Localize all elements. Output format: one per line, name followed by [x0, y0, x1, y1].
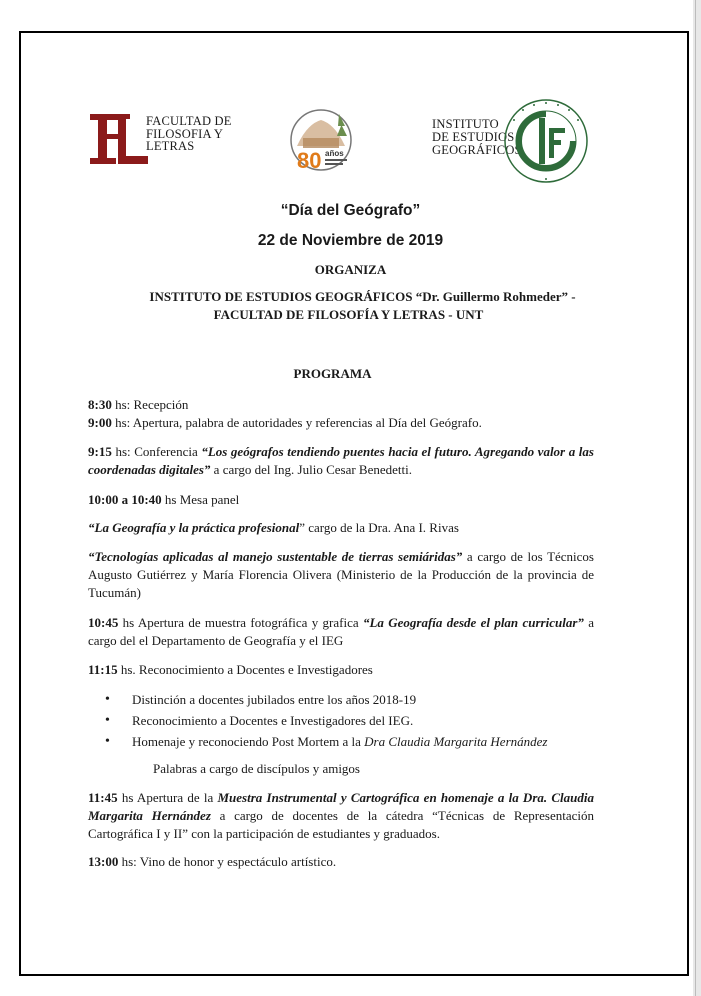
item-text: Palabras a cargo de discípulos y amigos: [153, 761, 360, 776]
exhibit-title: Muestra Instrumental y Cartográfica en homenaje a la Dra. Claudia Margarita Hernández: [88, 790, 594, 823]
list-item-text: Reconocimiento a Docentes e Investigadores del IEG.: [132, 713, 414, 728]
ffyl-name-line: LETRAS: [146, 139, 195, 153]
event-title: “Día del Geógrafo”: [280, 202, 421, 219]
item-text: hs: Conferencia: [111, 444, 202, 459]
list-item: [105, 731, 547, 752]
list-item-text: Distinción a docentes jubilados entre los años 2018-19: [132, 692, 417, 707]
item-text: hs Mesa panel: [161, 492, 240, 507]
talk-title: “La Geografía y la práctica profesional: [88, 520, 300, 535]
item-text: hs. Reconocimiento a Docentes e Investigadores: [117, 662, 373, 677]
item-text: hs Apertura de la: [117, 790, 218, 805]
event-date: 22 de Noviembre de 2019: [257, 232, 444, 249]
letterhead: [0, 0, 701, 200]
item-text: a cargo de docentes de la cátedra “Técnicas de Representación Cartográfica I y II” con la participación de estudiantes y graduados.: [88, 808, 594, 841]
panel-talk-1: [88, 519, 594, 537]
list-item: [105, 710, 547, 731]
ieg-name-line: DE ESTUDIOS: [432, 130, 515, 144]
time: 13:00: [88, 854, 119, 869]
panel-talk-2: [88, 548, 594, 602]
program-item-reconocimiento: [88, 661, 594, 679]
ieg-seal-icon: [503, 98, 589, 184]
time: 11:45: [88, 790, 118, 805]
ffyl-name-line: FACULTAD DE: [146, 114, 232, 128]
time: 11:15: [88, 662, 118, 677]
organizer-line-1: INSTITUTO DE ESTUDIOS GEOGRÁFICOS “Dr. Guillermo Rohmeder” -: [149, 289, 576, 304]
program-item-conferencia: [88, 443, 594, 479]
time: 10:45: [88, 615, 119, 630]
time: 10:00 a 10:40: [88, 492, 162, 507]
item-text: a cargo de los Técnicos Augusto Gutiérrez y María Florencia Olivera (Ministerio de la Producción de la provincia de Tucumán): [88, 549, 594, 600]
item-text: a cargo del el Departamento de Geografía y el IEG: [88, 615, 594, 648]
item-text: ” cargo de la Dra. Ana I. Rivas: [299, 520, 459, 535]
program-item-vino-de-honor: [88, 853, 594, 871]
program-item-muestra-fotografica: [88, 614, 594, 650]
ffyl-name-line: FILOSOFIA Y: [146, 126, 224, 141]
exhibit-title: “La Geografía desde el plan curricular”: [362, 615, 584, 630]
recognition-list: [105, 689, 547, 752]
list-item-text: Homenaje y reconociendo Post Mortem a la: [132, 734, 365, 749]
talk-title: “Tecnologías aplicadas al manejo sustentable de tierras semiáridas”: [88, 549, 463, 564]
item-text: hs: Vino de honor y espectáculo artístico.: [118, 854, 337, 869]
programa-heading: PROGRAMA: [293, 366, 372, 381]
program-item-muestra-instrumental: [88, 789, 594, 843]
ieg-name-line: INSTITUTO: [432, 117, 499, 131]
list-item: [105, 689, 547, 710]
program-item-recepcion: [88, 396, 594, 432]
anniversary-word: años: [325, 149, 344, 158]
program-item-mesa-panel: [88, 491, 594, 509]
organiza-label: ORGANIZA: [314, 262, 387, 277]
item-text: a cargo del Ing. Julio Cesar Benedetti.: [210, 462, 412, 477]
time: 9:00: [88, 415, 112, 430]
item-text: hs: Apertura, palabra de autoridades y referencias al Día del Geógrafo.: [111, 415, 482, 430]
talk-title: “Los geógrafos tendiendo puentes hacia el futuro. Agregando valor a las coordenadas digitales”: [88, 444, 594, 477]
item-text: hs Apertura de muestra fotográfica y grafica: [118, 615, 363, 630]
anniversary-number: 80: [297, 148, 322, 173]
honoree-name: Dra Claudia Margarita Hernández: [364, 734, 548, 749]
palabras-line: [153, 760, 553, 778]
time: 9:15: [88, 444, 112, 459]
ieg-name-line: GEOGRÁFICOS: [432, 143, 522, 157]
item-text: hs: Recepción: [111, 397, 189, 412]
organizer-line-2: FACULTAD DE FILOSOFÍA Y LETRAS - UNT: [213, 307, 484, 322]
ffyl-logo-icon: [88, 112, 150, 166]
anniversary-80-years-logo-icon: [289, 104, 365, 176]
ffyl-name: [146, 115, 232, 153]
time: 8:30: [88, 397, 112, 412]
